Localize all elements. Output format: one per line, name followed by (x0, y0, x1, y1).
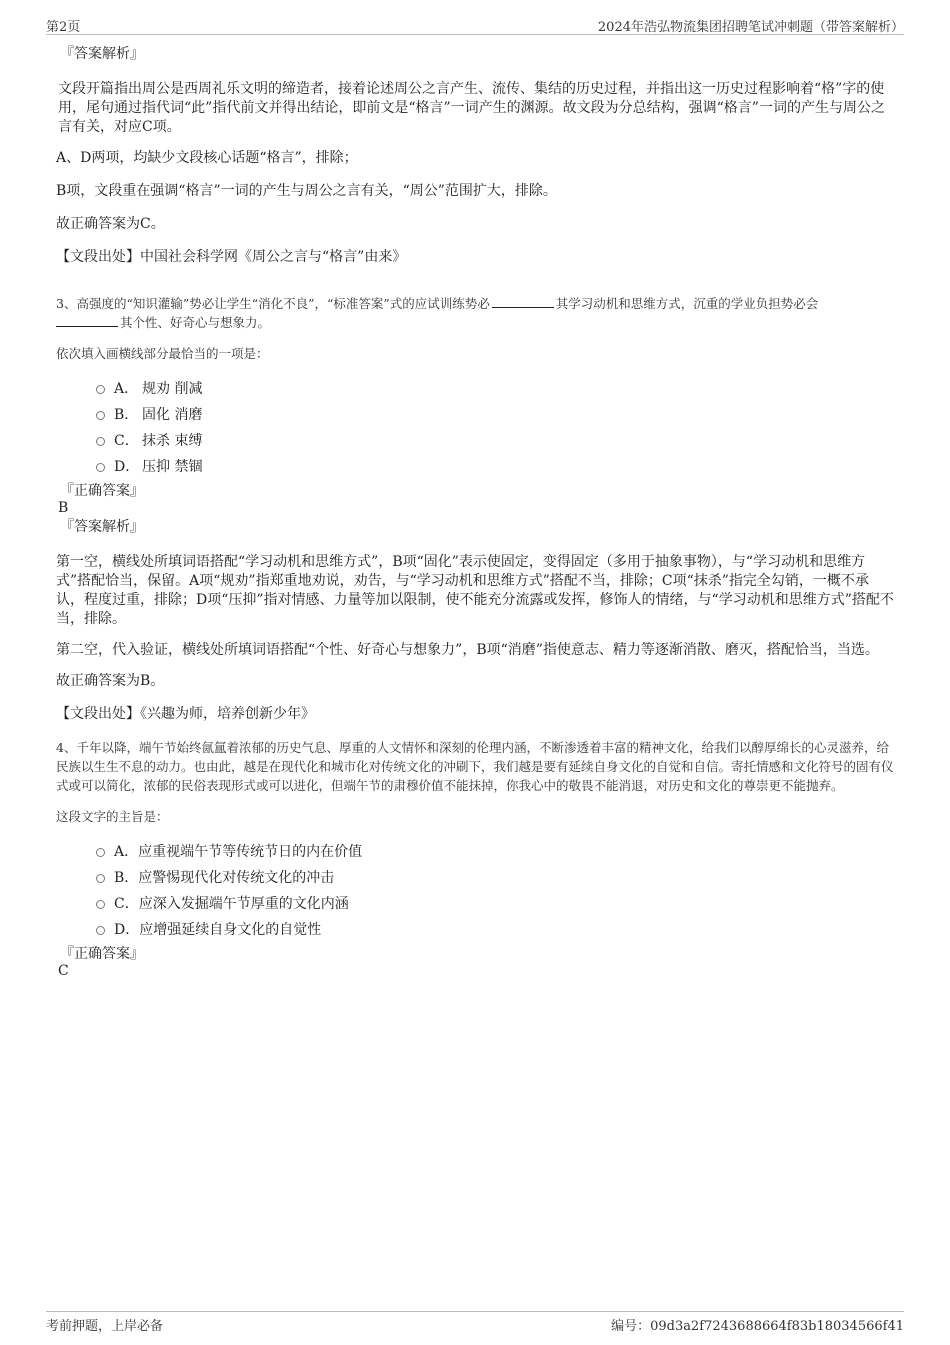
radio-button-icon[interactable] (96, 437, 105, 446)
page-number: 第2页 (46, 20, 81, 35)
document-code: 编号：09d3a2f7243688664f83b18034566f41 (611, 1319, 904, 1334)
radio-button-icon[interactable] (96, 385, 105, 394)
q2-analysis-paragraph: A、D两项，均缺少文段核心话题“格言”，排除； (56, 150, 358, 166)
question-4 (56, 738, 896, 980)
radio-button-icon[interactable] (96, 926, 105, 935)
page-footer (46, 1311, 904, 1332)
q3-options (56, 379, 896, 483)
q3-source: 【文段出处】《兴趣为师，培养创新少年》 (56, 706, 315, 722)
q3-option-d[interactable]: D． 压抑 禁锢 (56, 457, 896, 483)
q3-analysis-heading: 『答案解析』 (60, 519, 144, 535)
q3-analysis-paragraph: 第一空，横线处所填词语搭配“学习动机和思维方式”，B项“固化”表示使固定，变得固定（多用于抽象事物），与“学习动机和思维方式”搭配恰当，保留。A项“规劝”指郑重地劝说，劝告，与“学习动机和思维方式”搭配不当，排除；C项“抹杀”指完全勾销，一概不承认，程度过重，排除；D项“压抑”指对情感、力量等加以限制，使不能充分流露或发挥，修饰人的情绪，与“学习动机和思维方式”搭配不当，排除。 (56, 554, 894, 627)
q4-stem: 4、千年以降，端午节始终氤氲着浓郁的历史气息、厚重的人文情怀和深刻的伦理内涵，不断渗透着丰富的精神文化，给我们以醇厚绵长的心灵滋养，给民族以生生不息的动力。也由此，越是在现代化和城市化对传统文化的冲刷下，我们越是要有延续自身文化的自觉和自信。寄托情感和文化符号的固有仪式或可以简化，浓郁的民俗表现形式或可以进化，但端午节的肃穆价值不能抹掉，你我心中的敬畏不能消退，对历史和文化的尊崇更不能抛弃。 (56, 740, 894, 793)
q3-option-a[interactable]: A． 规劝 削减 (56, 379, 896, 405)
q3-prompt: 依次填入画横线部分最恰当的一项是： (56, 346, 269, 361)
footer-slogan: 考前押题，上岸必备 (46, 1319, 164, 1334)
q2-source: 【文段出处】中国社会科学网《周公之言与“格言”由来》 (56, 249, 407, 265)
q3-analysis-paragraph: 故正确答案为B。 (56, 673, 165, 689)
q4-answer: C (58, 963, 69, 979)
radio-button-icon[interactable] (96, 411, 105, 420)
q4-option-a[interactable]: A．应重视端午节等传统节日的内在价值 (56, 842, 896, 868)
q4-option-d[interactable]: D．应增强延续自身文化的自觉性 (56, 920, 896, 946)
question-3 (56, 294, 896, 724)
q2-analysis-heading: 『答案解析』 (60, 46, 144, 62)
page-header (46, 14, 904, 35)
q4-options (56, 842, 896, 946)
radio-button-icon[interactable] (96, 463, 105, 472)
q3-answer-heading: 『正确答案』 (60, 483, 144, 499)
q3-stem: 3、高强度的“知识灌输”势必让学生“消化不良”，“标准答案”式的应试训练势必 其学习动机和思维方式，沉重的学业负担势必会 其个性、好奇心与想象力。 (56, 296, 819, 330)
fill-blank (56, 314, 118, 327)
q2-analysis-paragraph: B项，文段重在强调“格言”一词的产生与周公之言有关，“周公”范围扩大，排除。 (56, 183, 557, 199)
q2-analysis-paragraph: 故正确答案为C。 (56, 216, 165, 232)
q3-option-c[interactable]: C． 抹杀 束缚 (56, 431, 896, 457)
document-title: 2024年浩弘物流集团招聘笔试冲刺题（带答案解析） (597, 20, 904, 35)
fill-blank (492, 295, 554, 308)
q4-answer-heading: 『正确答案』 (60, 946, 144, 962)
page-content (56, 46, 896, 980)
q3-answer: B (58, 500, 69, 516)
radio-button-icon[interactable] (96, 900, 105, 909)
q4-prompt: 这段文字的主旨是： (56, 809, 169, 824)
q4-option-b[interactable]: B．应警惕现代化对传统文化的冲击 (56, 868, 896, 894)
q4-option-c[interactable]: C．应深入发掘端午节厚重的文化内涵 (56, 894, 896, 920)
q2-analysis-paragraph: 文段开篇指出周公是西周礼乐文明的缔造者，接着论述周公之言产生、流传、集结的历史过程，并指出这一历史过程影响着“格”字的使用，尾句通过指代词“此”指代前文并得出结论，即前文是“格言”一词产生的渊源。故文段为分总结构，强调“格言”一词的产生与周公之言有关，对应C项。 (58, 81, 885, 135)
q3-option-b[interactable]: B． 固化 消磨 (56, 405, 896, 431)
q2-analysis (56, 46, 896, 267)
q3-analysis-paragraph: 第二空，代入验证，横线处所填词语搭配“个性、好奇心与想象力”，B项“消磨”指使意志、精力等逐渐消散、磨灭，搭配恰当，当选。 (56, 642, 879, 658)
radio-button-icon[interactable] (96, 874, 105, 883)
radio-button-icon[interactable] (96, 848, 105, 857)
